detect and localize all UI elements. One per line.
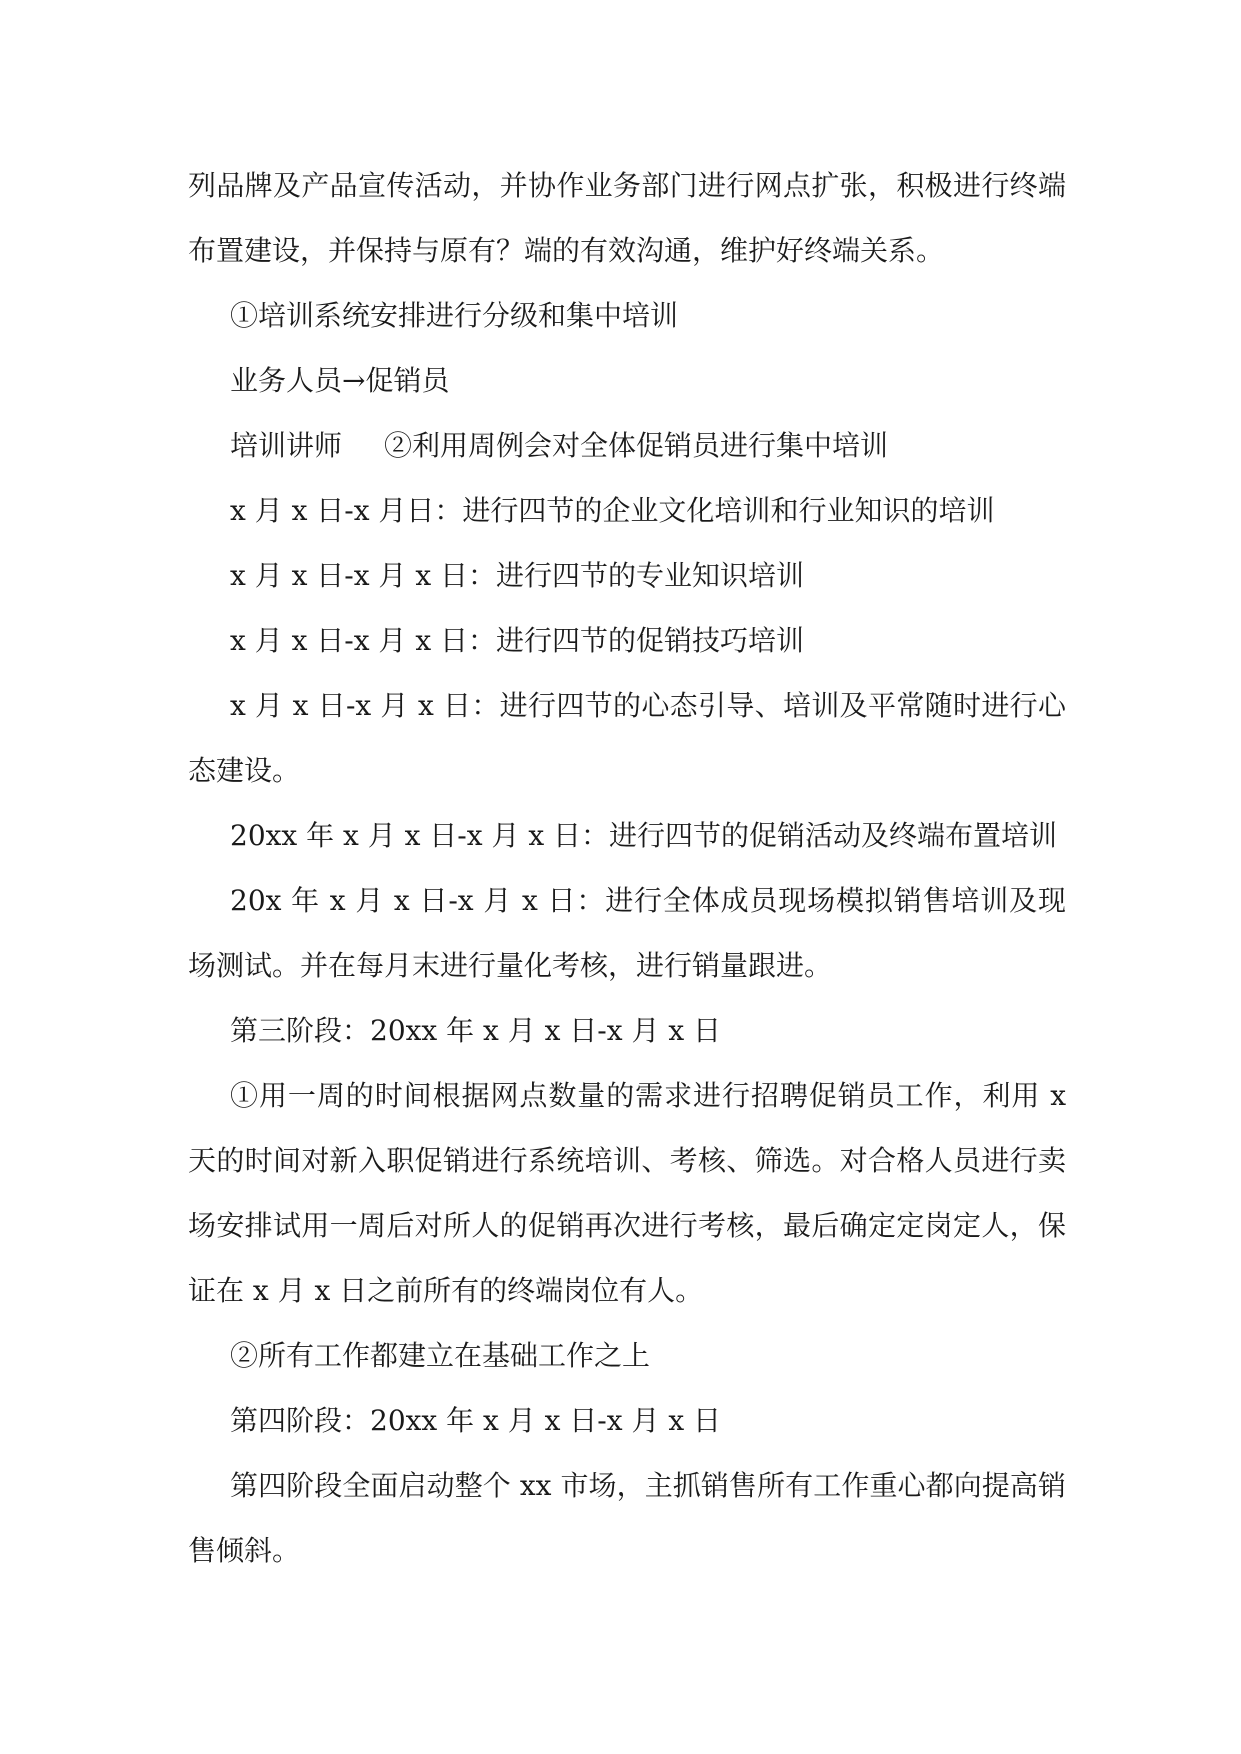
paragraph-10: 20x 年 x 月 x 日-x 月 x 日：进行全体成员现场模拟销售培训及现场测试。并在每月末进行量化考核，进行销量跟进。 [188,884,1066,982]
paragraph-4 [188,413,1066,478]
paragraph-2: ①培训系统安排进行分级和集中培训 [230,299,679,332]
paragraph-11: 第三阶段：20xx 年 x 月 x 日-x 月 x 日 [230,1014,722,1047]
paragraph-15: 第四阶段全面启动整个 xx 市场，主抓销售所有工作重心都向提高销售倾斜。 [188,1469,1066,1567]
paragraph-13: ②所有工作都建立在基础工作之上 [230,1339,651,1372]
paragraph-9: 20xx 年 x 月 x 日-x 月 x 日：进行四节的促销活动及终端布置培训 [230,819,1058,852]
paragraph-3: 业务人员→促销员 [230,364,450,397]
paragraph-4-part-2: ②利用周例会对全体促销员进行集中培训 [384,429,889,462]
paragraph-4-part-1: 培训讲师 [230,429,343,462]
paragraph-6: x 月 x 日-x 月 x 日：进行四节的专业知识培训 [230,559,805,592]
paragraph-1: 列品牌及产品宣传活动，并协作业务部门进行网点扩张，积极进行终端布置建设，并保持与原有？端的有效沟通，维护好终端关系。 [188,169,1066,267]
paragraph-8: x 月 x 日-x 月 x 日：进行四节的心态引导、培训及平常随时进行心态建设。 [188,689,1066,787]
paragraph-14: 第四阶段：20xx 年 x 月 x 日-x 月 x 日 [230,1404,722,1437]
paragraph-5: x 月 x 日-x 月日：进行四节的企业文化培训和行业知识的培训 [230,494,995,527]
paragraph-12: ①用一周的时间根据网点数量的需求进行招聘促销员工作，利用 x 天的时间对新入职促销进行系统培训、考核、筛选。对合格人员进行卖场安排试用一周后对所人的促销再次进行考核，最后确定定岗定人，保证在 x 月 x 日之前所有的终端岗位有人。 [188,1079,1066,1307]
paragraph-7: x 月 x 日-x 月 x 日：进行四节的促销技巧培训 [230,624,805,657]
document-body [188,153,1066,1583]
